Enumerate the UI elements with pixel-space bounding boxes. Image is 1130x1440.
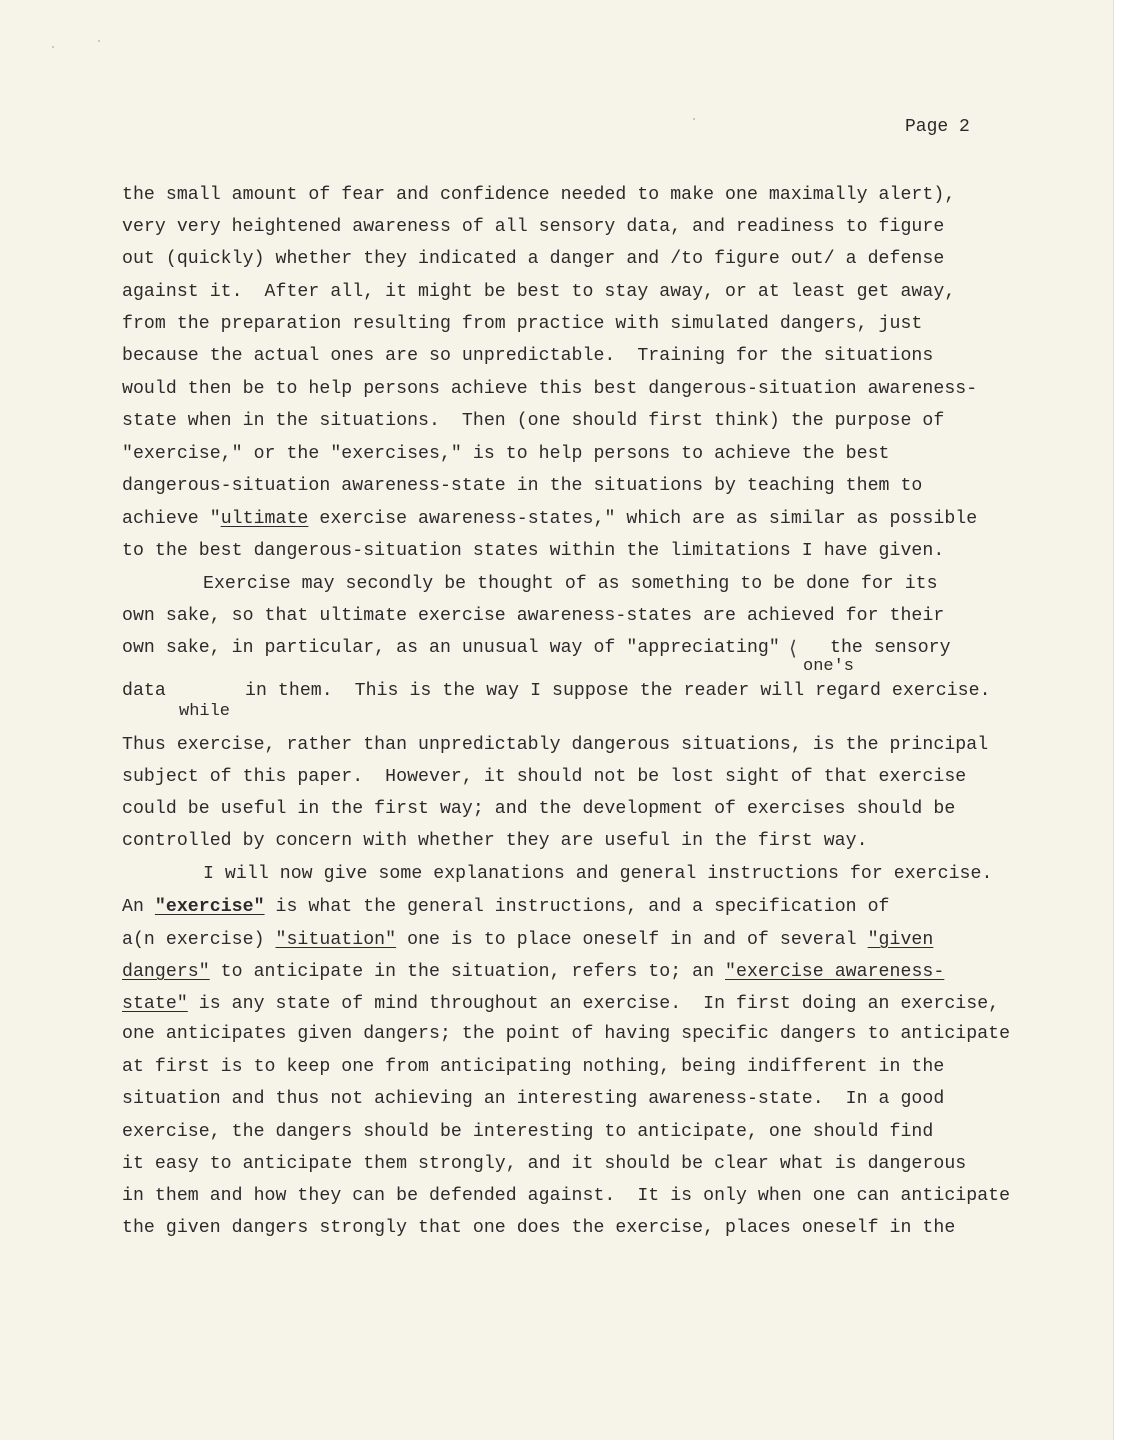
text-segment: a defense [834, 249, 945, 269]
underlined-term: ultimate [220, 509, 309, 529]
text-segment: to anticipate in the situation, refers to; an [209, 962, 726, 982]
text-segment: An [122, 897, 155, 917]
text-line: state when in the situations. Then (one should first think) the purpose of [122, 411, 945, 431]
text-line: controlled by concern with whether they are useful in the first way. [122, 831, 868, 851]
text-line: because the actual ones are so unpredictable. Training for the situations [122, 346, 934, 366]
underlined-term: "situation" [275, 930, 397, 950]
paper-speck [693, 118, 695, 120]
text-line: at first is to keep one from anticipating nothing, being indifferent in the [122, 1057, 945, 1077]
text-segment: one is to place oneself in and of several [396, 930, 868, 950]
text-line: own sake, so that ultimate exercise awareness-states are achieved for their [122, 606, 945, 626]
underlined-term: state" [122, 994, 188, 1014]
text-line: in them and how they can be defended against. It is only when one can anticipate [122, 1186, 1011, 1206]
text-segment: is what the general instructions, and a specification of [264, 897, 890, 917]
text-line: could be useful in the first way; and the development of exercises should be [122, 799, 956, 819]
text-line: Thus exercise, rather than unpredictably dangerous situations, is the principal [122, 735, 989, 755]
underlined-term: "exercise" [154, 897, 265, 917]
paragraph-start-line: I will now give some explanations and general instructions for exercise. [203, 864, 993, 884]
interlinear-insertion: while [179, 702, 231, 721]
text-segment: achieve " [122, 509, 221, 529]
text-line [122, 992, 999, 1016]
text-line [122, 928, 933, 952]
underlined-term: dangers" [122, 962, 210, 982]
text-segment: out (quickly) whether they indicated a danger and [122, 249, 671, 269]
text-line [122, 960, 944, 984]
text-line: would then be to help persons achieve this best dangerous-situation awareness- [122, 379, 978, 399]
text-line: to the best dangerous-situation states within the limitations I have given. [122, 541, 945, 561]
page-number: Page 2 [905, 117, 970, 137]
paper-speck [52, 46, 54, 48]
text-line: situation and thus not achieving an interesting awareness-state. In a good [122, 1089, 945, 1109]
text-line: the given dangers strongly that one does the exercise, places oneself in the [122, 1218, 956, 1238]
paragraph-start-line: Exercise may secondly be thought of as something to be done for its [203, 574, 938, 594]
text-segment: is any state of mind throughout an exercise. In first doing an exercise, [187, 994, 1000, 1014]
paper-speck [98, 40, 100, 42]
text-line: one anticipates given dangers; the point of having specific dangers to anticipate [122, 1024, 1011, 1044]
text-line: against it. After all, it might be best to stay away, or at least get away, [122, 282, 956, 302]
text-line [122, 247, 944, 271]
text-line: from the preparation resulting from practice with simulated dangers, just [122, 314, 923, 334]
text-line: the sensory [830, 638, 951, 658]
text-segment: exercise awareness-states," which are as similar as possible [308, 509, 978, 529]
text-line: in them. This is the way I suppose the reader will regard exercise. [245, 681, 991, 701]
text-line: exercise, the dangers should be interesting to anticipate, one should find [122, 1122, 934, 1142]
text-line: own sake, in particular, as an unusual way of "appreciating" [122, 638, 780, 658]
text-line: it easy to anticipate them strongly, and it should be clear what is dangerous [122, 1154, 967, 1174]
interlinear-insertion: one's [803, 657, 855, 676]
text-line: subject of this paper. However, it should not be lost sight of that exercise [122, 767, 967, 787]
text-line: "exercise," or the "exercises," is to help persons to achieve the best [122, 444, 890, 464]
text-line: dangerous-situation awareness-state in the situations by teaching them to [122, 476, 923, 496]
text-segment: a(n exercise) [122, 930, 276, 950]
text-line [122, 895, 890, 919]
text-line: the small amount of fear and confidence needed to make one maximally alert), [122, 185, 956, 205]
text-line [122, 507, 977, 531]
text-line: very very heightened awareness of all sensory data, and readiness to figure [122, 217, 945, 237]
caret-insertion-mark: ⟨ [787, 639, 800, 662]
inserted-bracketed-phrase: /to figure out/ [670, 249, 835, 269]
text-line: data [122, 681, 166, 701]
underlined-term: "exercise awareness- [725, 962, 945, 982]
underlined-term: "given [867, 930, 934, 950]
